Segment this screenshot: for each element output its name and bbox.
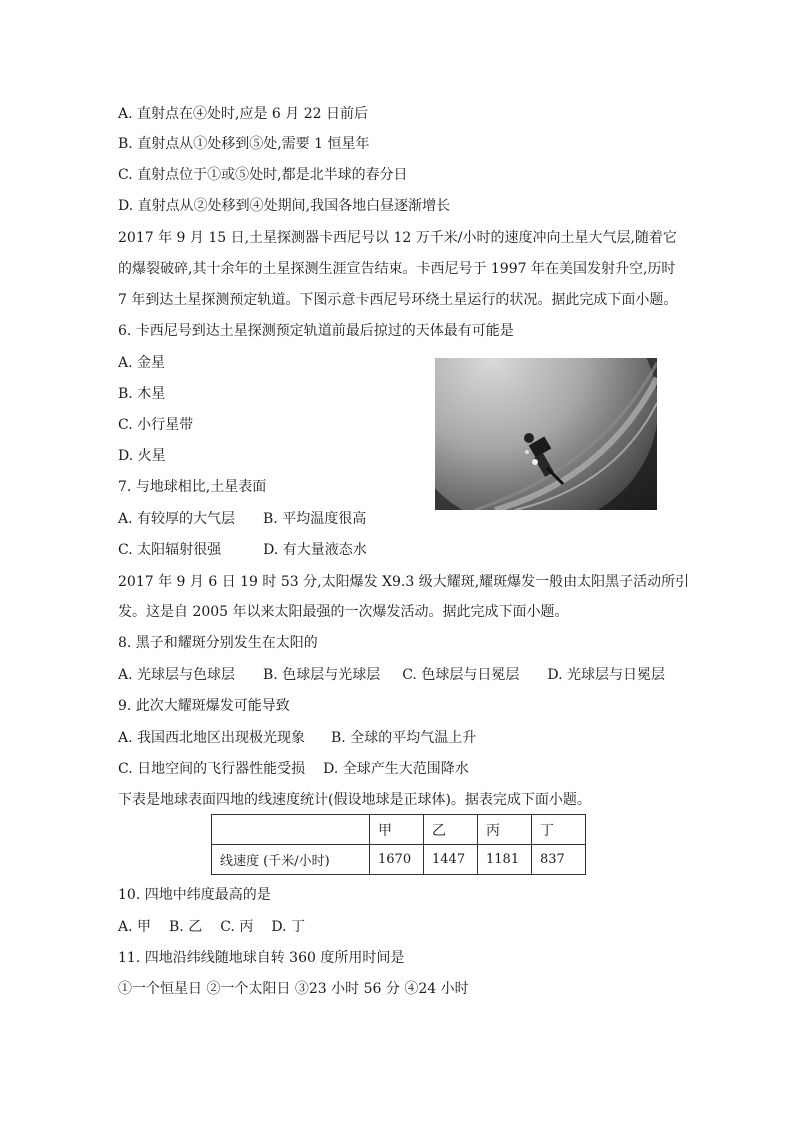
question-11: 11. 四地沿纬线随地球自转 360 度所用时间是	[118, 950, 405, 966]
table-header-row	[212, 815, 586, 845]
q8-option-c: C. 色球层与日冕层	[402, 667, 520, 683]
q7-option-a: A. 有较厚的大气层	[118, 511, 236, 527]
q7-option-b: B. 平均温度很高	[263, 511, 367, 527]
q7-options-row-1	[118, 510, 366, 528]
question-9: 9. 此次大耀斑爆发可能导致	[118, 698, 290, 714]
table-header-blank	[212, 815, 370, 845]
table-row	[212, 845, 586, 875]
q5-option-b: B. 直射点从①处移到⑤处,需要 1 恒星年	[118, 136, 370, 152]
q9-option-b: B. 全球的平均气温上升	[331, 730, 477, 746]
table-cell-ding: 837	[532, 845, 586, 875]
table-cell-jia: 1670	[370, 845, 424, 875]
q5-option-d: D. 直射点从②处移到④处期间,我国各地白昼逐渐增长	[118, 198, 451, 214]
q10-option-d: D. 丁	[271, 919, 305, 935]
q9-option-c: C. 日地空间的飞行器性能受损	[118, 761, 306, 777]
cassini-passage-line-2: 的爆裂破碎,其十余年的土星探测生涯宣告结束。卡西尼号于 1997 年在美国发射升空,历时	[118, 261, 676, 277]
q6-option-c: C. 小行星带	[118, 417, 194, 433]
flare-passage-line-2: 发。这是自 2005 年以来太阳最强的一次爆发活动。据此完成下面小题。	[118, 604, 569, 620]
q10-option-c: C. 丙	[220, 919, 254, 935]
q7-options-row-2	[118, 541, 367, 559]
q9-options-row-1	[118, 729, 476, 747]
table-intro: 下表是地球表面四地的线速度统计(假设地球是正球体)。据表完成下面小题。	[118, 792, 591, 808]
linear-velocity-table	[211, 814, 586, 875]
q6-option-b: B. 木星	[118, 386, 166, 402]
table-cell-bing: 1181	[478, 845, 532, 875]
q7-option-c: C. 太阳辐射很强	[118, 542, 222, 558]
q6-option-d: D. 火星	[118, 448, 166, 464]
cassini-passage-line-1: 2017 年 9 月 15 日,土星探测器卡西尼号以 12 万千米/小时的速度冲向土星大气层,随着它	[118, 230, 677, 246]
table-header-bing: 丙	[478, 815, 532, 845]
question-10: 10. 四地中纬度最高的是	[118, 887, 271, 903]
q10-option-a: A. 甲	[118, 919, 152, 935]
q5-option-a: A. 直射点在④处时,应是 6 月 22 日前后	[118, 106, 368, 122]
q9-option-a: A. 我国西北地区出现极光现象	[118, 730, 306, 746]
q6-option-a: A. 金星	[118, 355, 166, 371]
q7-option-d: D. 有大量液态水	[263, 542, 367, 558]
question-6: 6. 卡西尼号到达土星探测预定轨道前最后掠过的天体最有可能是	[118, 323, 514, 339]
q10-option-b: B. 乙	[169, 919, 203, 935]
saturn-cassini-figure	[435, 358, 657, 510]
q5-option-c: C. 直射点位于①或⑤处时,都是北半球的春分日	[118, 167, 408, 183]
table-row-label: 线速度 (千米/小时)	[212, 845, 370, 875]
saturn-illustration	[435, 358, 657, 510]
q8-option-a: A. 光球层与色球层	[118, 667, 236, 683]
cassini-passage-line-3: 7 年到达土星探测预定轨道。下图示意卡西尼号环绕土星运行的状况。据此完成下面小题。	[118, 292, 678, 308]
q8-option-d: D. 光球层与日冕层	[547, 667, 665, 683]
table-header-jia: 甲	[370, 815, 424, 845]
question-8: 8. 黑子和耀斑分别发生在太阳的	[118, 635, 318, 651]
q9-option-d: D. 全球产生大范围降水	[323, 761, 469, 777]
flare-passage-line-1: 2017 年 9 月 6 日 19 时 53 分,太阳爆发 X9.3 级大耀斑,耀斑爆发一般由太阳黑子活动所引	[118, 574, 690, 590]
q10-options-row	[118, 918, 305, 936]
table-header-ding: 丁	[532, 815, 586, 845]
q8-options-row	[118, 666, 665, 684]
q8-option-b: B. 色球层与光球层	[263, 667, 381, 683]
q11-statements: ①一个恒星日 ②一个太阳日 ③23 小时 56 分 ④24 小时	[118, 981, 469, 997]
q9-options-row-2	[118, 760, 469, 778]
table-header-yi: 乙	[424, 815, 478, 845]
table-cell-yi: 1447	[424, 845, 478, 875]
question-7: 7. 与地球相比,土星表面	[118, 479, 267, 495]
